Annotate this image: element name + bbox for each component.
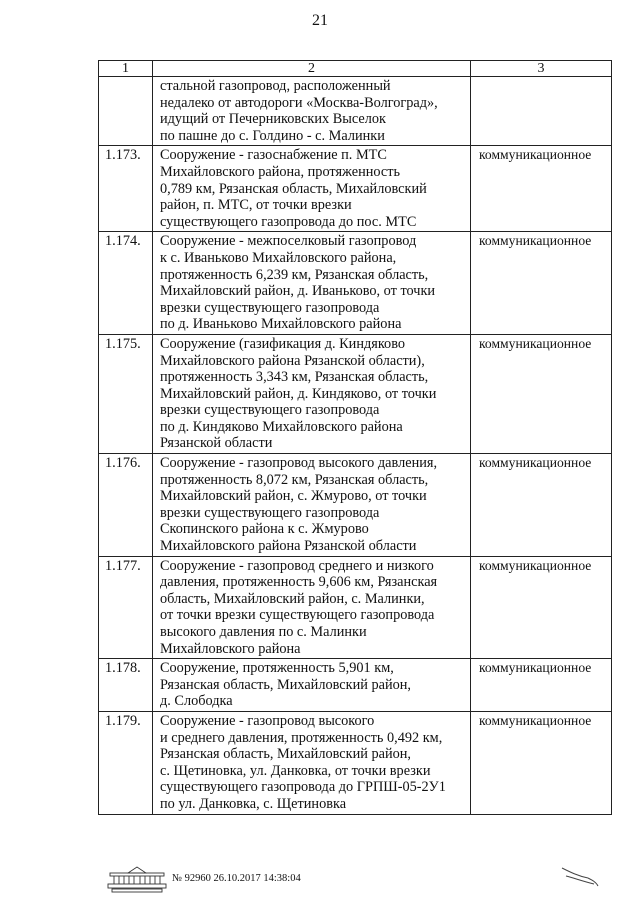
table-row — [99, 454, 612, 557]
row-description — [153, 659, 471, 712]
document-stamp: № 92960 26.10.2017 14:38:04 — [172, 873, 301, 884]
row-description — [153, 232, 471, 335]
description-line: по д. Киндяково Михайловского района — [160, 418, 403, 435]
description-line: по ул. Данковка, с. Щетиновка — [160, 795, 347, 812]
description-line: недалеко от автодороги «Москва-Волгоград», — [160, 94, 438, 111]
description-line: район, п. МТС, от точки врезки — [160, 197, 352, 214]
description-line: от точки врезки существующего газопровода — [160, 607, 435, 624]
row-number: 1.177. — [99, 556, 153, 659]
description-line: Рязанской области — [160, 435, 273, 452]
description-line: Сооружение (газификация д. Киндяково — [160, 335, 406, 352]
row-type: коммуникационное — [471, 659, 612, 712]
row-description — [153, 556, 471, 659]
description-line: идущий от Печерниковских Выселок — [160, 111, 386, 128]
table-row — [99, 556, 612, 659]
row-type: коммуникационное — [471, 146, 612, 232]
row-type: коммуникационное — [471, 711, 612, 814]
description-line: Сооружение - межпоселковый газопровод — [160, 233, 417, 250]
row-number: 1.176. — [99, 454, 153, 557]
description-line: Рязанская область, Михайловский район, — [160, 746, 411, 763]
header-col-1: 1 — [99, 61, 153, 77]
description-line: Сооружение - газопровод высокого — [160, 712, 375, 729]
table-row — [99, 232, 612, 335]
row-number — [99, 77, 153, 146]
header-col-2: 2 — [153, 61, 471, 77]
row-type: коммуникационное — [471, 454, 612, 557]
description-line: врезки существующего газопровода — [160, 504, 380, 521]
row-number: 1.179. — [99, 711, 153, 814]
row-description — [153, 77, 471, 146]
table-row — [99, 334, 612, 453]
page-number: 21 — [312, 12, 328, 29]
description-line: Михайловского района, протяженность — [160, 163, 401, 180]
description-line: высокого давления по с. Малинки — [160, 624, 367, 640]
description-line: д. Слободка — [160, 693, 233, 710]
description-line: существующего газопровода до пос. МТС — [160, 213, 417, 230]
description-line: по д. Иваньково Михайловского района — [160, 316, 402, 333]
description-line: Михайловский район, д. Иваньково, от точки — [160, 283, 436, 300]
row-number: 1.178. — [99, 659, 153, 712]
table-header-row — [99, 61, 612, 77]
description-line: протяженность 6,239 км, Рязанская область, — [160, 266, 429, 283]
description-line: область, Михайловский район, с. Малинки, — [160, 590, 425, 607]
row-description — [153, 711, 471, 814]
description-line: Михайловского района Рязанской области — [160, 538, 417, 555]
row-description — [153, 454, 471, 557]
row-type: коммуникационное — [471, 232, 612, 335]
table-body — [99, 77, 612, 815]
table-row — [99, 659, 612, 712]
handwritten-mark-icon — [560, 860, 610, 890]
description-line: Сооружение, протяженность 5,901 км, — [160, 660, 394, 677]
description-line: стальной газопровод, расположенный — [160, 78, 391, 94]
description-line: к с. Иваньково Михайловского района, — [160, 249, 397, 266]
header-col-3: 3 — [471, 61, 612, 77]
description-line: Сооружение - газоснабжение п. МТС — [160, 147, 387, 164]
description-line: Михайловский район, с. Жмурово, от точки — [160, 488, 427, 505]
row-type: коммуникационное — [471, 334, 612, 453]
footer — [106, 864, 366, 894]
description-line: Рязанская область, Михайловский район, — [160, 676, 411, 693]
description-line: с. Щетиновка, ул. Данковка, от точки врезки — [160, 762, 431, 779]
row-type — [471, 77, 612, 146]
description-line: и среднего давления, протяженность 0,492 км, — [160, 729, 443, 746]
description-line: Михайловского района — [160, 640, 301, 657]
description-line: врезки существующего газопровода — [160, 402, 380, 419]
row-type: коммуникационное — [471, 556, 612, 659]
description-line: давления, протяженность 9,606 км, Рязанская — [160, 574, 438, 591]
row-number: 1.173. — [99, 146, 153, 232]
table-row — [99, 77, 612, 146]
row-number: 1.174. — [99, 232, 153, 335]
row-description — [153, 334, 471, 453]
property-table — [98, 60, 612, 815]
description-line: Скопинского района к с. Жмурово — [160, 521, 369, 538]
row-number: 1.175. — [99, 334, 153, 453]
description-line: 0,789 км, Рязанская область, Михайловский — [160, 180, 427, 197]
table-row — [99, 146, 612, 232]
description-line: протяженность 8,072 км, Рязанская область, — [160, 471, 429, 488]
description-line: по пашне до с. Голдино - с. Малинки — [160, 127, 385, 144]
description-line: протяженность 3,343 км, Рязанская область, — [160, 369, 429, 386]
description-line: Михайловского района Рязанской области), — [160, 352, 425, 369]
description-line: существующего газопровода до ГРПШ-05-2У1 — [160, 779, 446, 796]
description-line: Михайловский район, д. Киндяково, от точки — [160, 385, 437, 402]
table-row — [99, 711, 612, 814]
description-line: врезки существующего газопровода — [160, 299, 380, 316]
organization-seal-icon — [106, 864, 168, 894]
description-line: Сооружение - газопровод высокого давления, — [160, 455, 438, 472]
row-description — [153, 146, 471, 232]
description-line: Сооружение - газопровод среднего и низкого — [160, 557, 434, 574]
